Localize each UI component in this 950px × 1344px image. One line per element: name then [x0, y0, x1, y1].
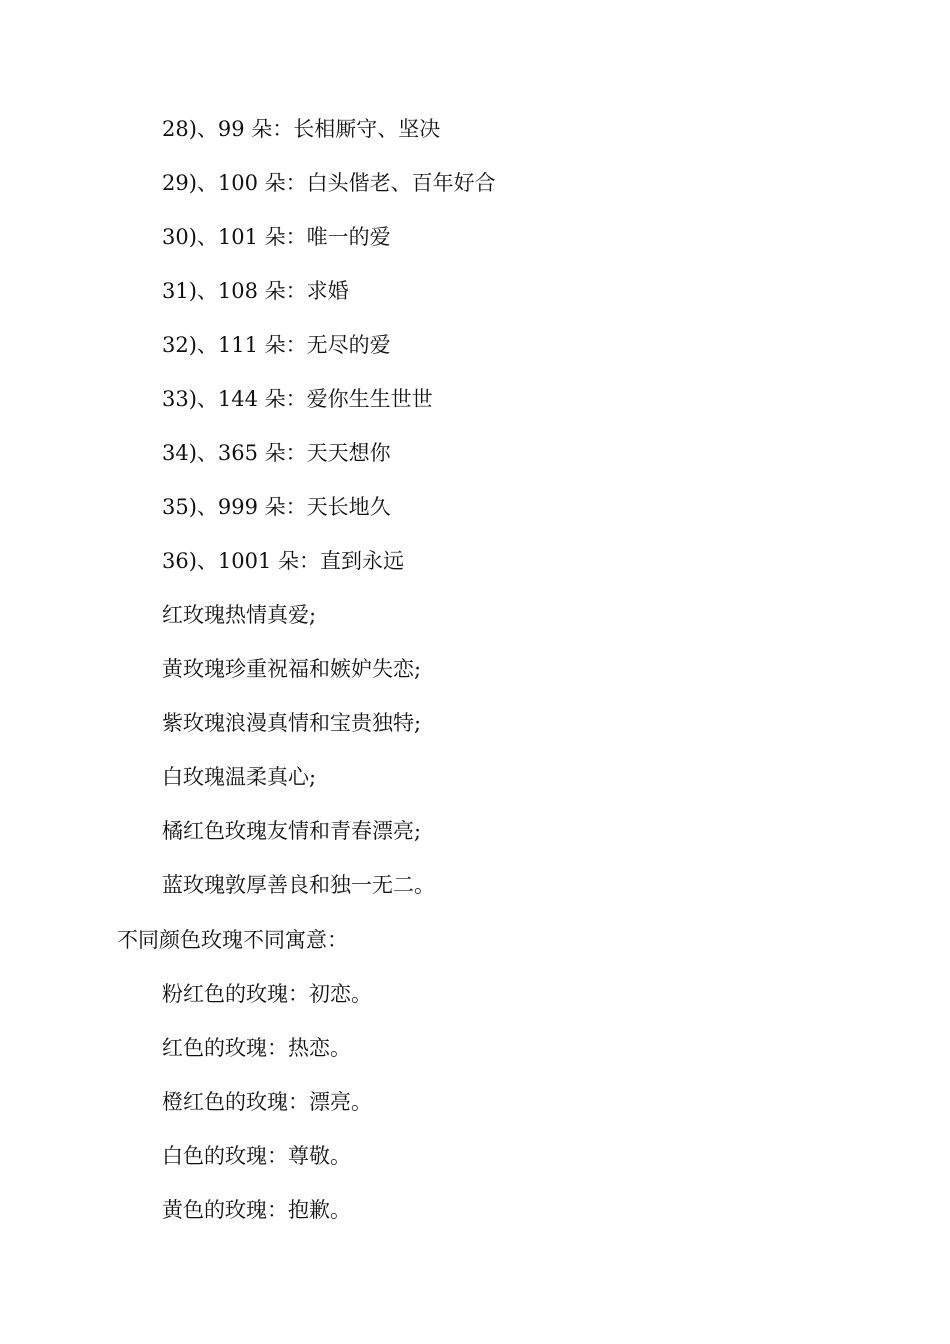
- count-list-item: 28)、99 朵：长相厮守、坚决: [162, 117, 441, 141]
- color-summary-item: 红玫瑰热情真爱;: [162, 603, 317, 627]
- color-summary-item: 紫玫瑰浪漫真情和宝贵独特;: [162, 711, 422, 735]
- color-summary-item: 白玫瑰温柔真心;: [162, 765, 317, 789]
- count-list-item: 31)、108 朵：求婚: [162, 279, 349, 303]
- color-meaning-item: 粉红色的玫瑰：初恋。: [162, 982, 372, 1006]
- color-summary-item: 黄玫瑰珍重祝福和嫉妒失恋;: [162, 657, 422, 681]
- color-summary-item: 橘红色玫瑰友情和青春漂亮;: [162, 819, 422, 843]
- count-list-item: 29)、100 朵：白头偕老、百年好合: [162, 171, 496, 195]
- color-summary-item: 蓝玫瑰敦厚善良和独一无二。: [162, 873, 435, 897]
- section-heading: 不同颜色玫瑰不同寓意：: [117, 928, 348, 952]
- count-list-item: 36)、1001 朵：直到永远: [162, 549, 405, 573]
- count-list-item: 34)、365 朵：天天想你: [162, 441, 391, 465]
- color-meaning-item: 橙红色的玫瑰：漂亮。: [162, 1090, 372, 1114]
- color-meaning-item: 红色的玫瑰：热恋。: [162, 1036, 351, 1060]
- count-list-item: 33)、144 朵：爱你生生世世: [162, 387, 433, 411]
- count-list-item: 35)、999 朵：天长地久: [162, 495, 391, 519]
- color-meaning-item: 黄色的玫瑰：抱歉。: [162, 1198, 351, 1222]
- count-list-item: 30)、101 朵：唯一的爱: [162, 225, 391, 249]
- count-list-item: 32)、111 朵：无尽的爱: [162, 333, 391, 357]
- color-meaning-item: 白色的玫瑰：尊敬。: [162, 1144, 351, 1168]
